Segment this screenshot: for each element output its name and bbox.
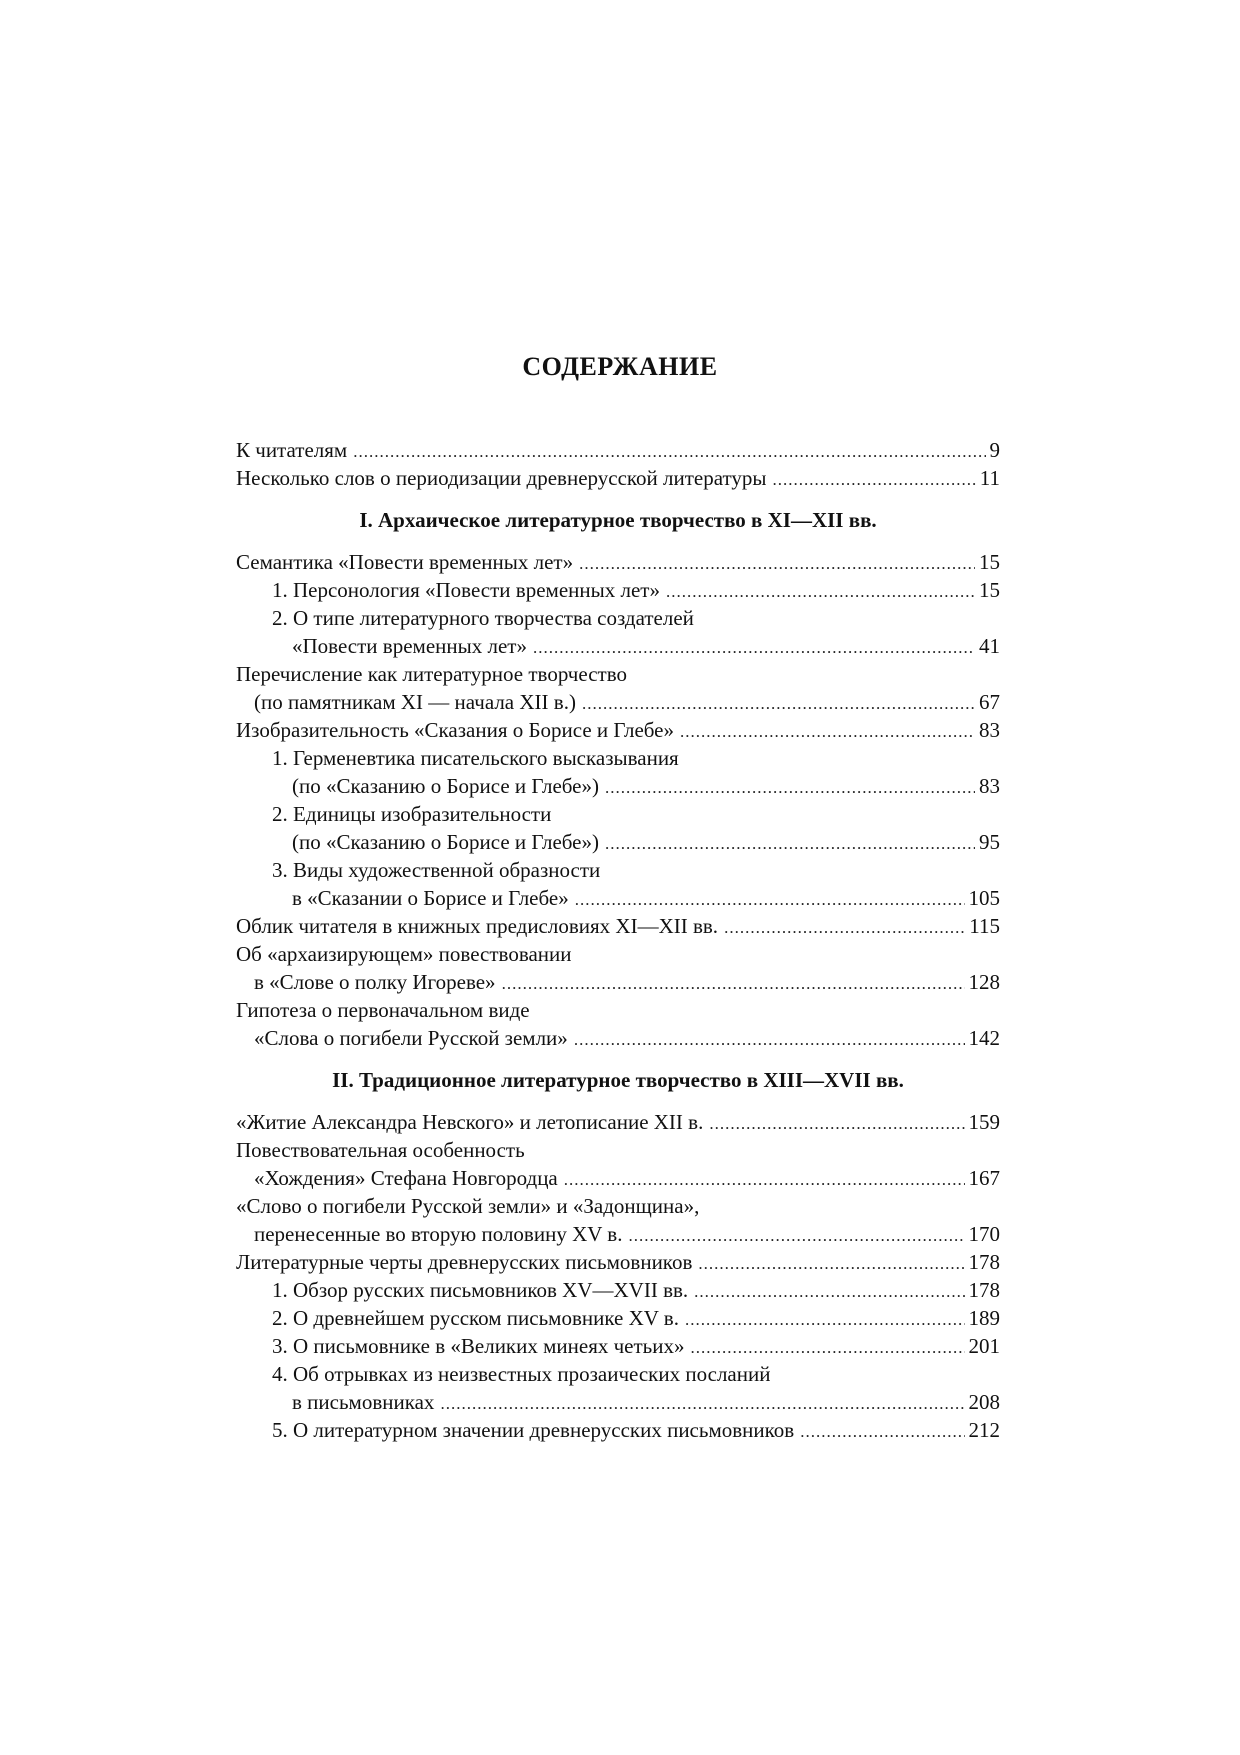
toc-entry-label: «Житие Александра Невского» и летописание XII в. xyxy=(236,1110,704,1134)
toc-entry xyxy=(236,1136,1000,1164)
dot-leader xyxy=(698,1250,964,1278)
toc-entry xyxy=(236,1332,1000,1360)
toc-entry-page: 178 xyxy=(968,1278,1000,1302)
toc-entry xyxy=(236,1248,1000,1276)
toc-entry-page: 9 xyxy=(989,438,1000,462)
dot-leader xyxy=(533,634,975,662)
dot-leader xyxy=(574,1026,965,1054)
toc-entry-label: «Слова о погибели Русской земли» xyxy=(254,1026,568,1050)
toc-entry-page: 67 xyxy=(979,690,1000,714)
dot-leader xyxy=(353,438,985,466)
toc-entry-label: 1. Обзор русских письмовников XV—XVII вв. xyxy=(272,1278,689,1302)
toc-entry xyxy=(236,940,1000,968)
toc-entry-page: 167 xyxy=(968,1166,1000,1190)
dot-leader xyxy=(502,970,965,998)
toc-entry xyxy=(236,576,1000,604)
toc-entry xyxy=(236,464,1000,492)
toc-entry-page: 142 xyxy=(968,1026,1000,1050)
toc-entry xyxy=(236,1388,1000,1416)
dot-leader xyxy=(582,690,975,718)
toc-entry xyxy=(236,1164,1000,1192)
page-title: СОДЕРЖАНИЕ xyxy=(522,352,718,381)
dot-leader xyxy=(694,1278,964,1306)
toc-entry-label: «Слово о погибели Русской земли» и «Задонщина», xyxy=(236,1194,700,1218)
toc-entry-label: Несколько слов о периодизации древнерусской литературы xyxy=(236,466,767,490)
toc-entry-label: в «Слове о полку Игореве» xyxy=(254,970,496,994)
toc-entry-label: 3. Виды художественной образности xyxy=(272,858,601,882)
toc-entry-label: Облик читателя в книжных предисловиях XI—XII вв. xyxy=(236,914,719,938)
toc-entry-label: К читателям xyxy=(236,438,348,462)
toc-entry-label: 4. Об отрывках из неизвестных прозаических посланий xyxy=(272,1362,771,1386)
section-heading: II. Традиционное литературное творчество в XIII—XVII вв. xyxy=(332,1068,904,1092)
toc-entry xyxy=(236,856,1000,884)
toc-entry-label: 5. О литературном значении древнерусских письмовников xyxy=(272,1418,795,1442)
toc-entry-label: (по «Сказанию о Борисе и Глебе») xyxy=(292,830,599,854)
toc-entry-label: в «Сказании о Борисе и Глебе» xyxy=(292,886,569,910)
section-heading: I. Архаическое литературное творчество в XI—XII вв. xyxy=(359,508,877,532)
dot-leader xyxy=(800,1418,964,1446)
table-of-contents xyxy=(236,436,1000,1444)
toc-entry-label: (по памятникам XI — начала XII в.) xyxy=(254,690,576,714)
dot-leader xyxy=(680,718,975,746)
dot-leader xyxy=(685,1306,965,1334)
dot-leader xyxy=(773,466,976,494)
toc-entry xyxy=(236,548,1000,576)
toc-entry-label: Изобразительность «Сказания о Борисе и Глебе» xyxy=(236,718,675,742)
dot-leader xyxy=(691,1334,965,1362)
toc-entry-label: Об «архаизирующем» повествовании xyxy=(236,942,572,966)
toc-entry xyxy=(236,744,1000,772)
toc-entry-label: 2. Единицы изобразительности xyxy=(272,802,552,826)
toc-entry xyxy=(236,1108,1000,1136)
toc-entry xyxy=(236,1304,1000,1332)
toc-entry-page: 212 xyxy=(968,1418,1000,1442)
dot-leader xyxy=(605,774,975,802)
toc-entry-label: «Хождения» Стефана Новгородца xyxy=(254,1166,558,1190)
toc-entry-page: 11 xyxy=(979,466,1000,490)
toc-entry-label: 2. О древнейшем русском письмовнике XV в. xyxy=(272,1306,679,1330)
dot-leader xyxy=(440,1390,964,1418)
toc-entry xyxy=(236,800,1000,828)
toc-entry-label: Гипотеза о первоначальном виде xyxy=(236,998,530,1022)
toc-entry xyxy=(236,1220,1000,1248)
toc-entry-page: 41 xyxy=(979,634,1000,658)
dot-leader xyxy=(564,1166,965,1194)
dot-leader xyxy=(666,578,975,606)
dot-leader xyxy=(605,830,975,858)
toc-entry xyxy=(236,772,1000,800)
toc-entry xyxy=(236,632,1000,660)
toc-entry-label: 3. О письмовнике в «Великих минеях четьих» xyxy=(272,1334,685,1358)
toc-entry-label: «Повести временных лет» xyxy=(292,634,527,658)
toc-entry-page: 178 xyxy=(968,1250,1000,1274)
toc-entry xyxy=(236,828,1000,856)
dot-leader xyxy=(724,914,965,942)
toc-entry-label: перенесенные во вторую половину XV в. xyxy=(254,1222,623,1246)
toc-entry xyxy=(236,660,1000,688)
toc-entry xyxy=(236,436,1000,464)
toc-entry-page: 115 xyxy=(969,914,1000,938)
toc-entry-label: (по «Сказанию о Борисе и Глебе») xyxy=(292,774,599,798)
toc-entry xyxy=(236,968,1000,996)
toc-entry-label: Перечисление как литературное творчество xyxy=(236,662,627,686)
toc-entry-page: 201 xyxy=(968,1334,1000,1358)
toc-entry xyxy=(236,1416,1000,1444)
toc-entry-page: 128 xyxy=(968,970,1000,994)
toc-entry-page: 95 xyxy=(979,830,1000,854)
toc-entry-page: 105 xyxy=(968,886,1000,910)
toc-entry-label: в письмовниках xyxy=(292,1390,435,1414)
toc-entry-label: 1. Герменевтика писательского высказывания xyxy=(272,746,679,770)
toc-entry xyxy=(236,1360,1000,1388)
toc-entry-page: 83 xyxy=(979,774,1000,798)
dot-leader xyxy=(579,550,975,578)
dot-leader xyxy=(628,1222,964,1250)
toc-entry-label: Семантика «Повести временных лет» xyxy=(236,550,574,574)
toc-entry-label: 1. Персонология «Повести временных лет» xyxy=(272,578,660,602)
toc-entry-page: 15 xyxy=(979,578,1000,602)
toc-entry xyxy=(236,912,1000,940)
toc-entry xyxy=(236,1024,1000,1052)
toc-entry xyxy=(236,1276,1000,1304)
toc-entry-label: 2. О типе литературного творчества создателей xyxy=(272,606,694,630)
toc-entry-page: 189 xyxy=(968,1306,1000,1330)
toc-entry xyxy=(236,688,1000,716)
toc-entry xyxy=(236,1192,1000,1220)
toc-entry-label: Литературные черты древнерусских письмовников xyxy=(236,1250,693,1274)
toc-entry xyxy=(236,884,1000,912)
toc-entry-page: 83 xyxy=(979,718,1000,742)
toc-entry xyxy=(236,604,1000,632)
dot-leader xyxy=(709,1110,964,1138)
toc-entry-page: 170 xyxy=(968,1222,1000,1246)
toc-entry xyxy=(236,996,1000,1024)
toc-entry-page: 159 xyxy=(968,1110,1000,1134)
toc-entry xyxy=(236,716,1000,744)
toc-entry-page: 15 xyxy=(979,550,1000,574)
toc-entry-label: Повествовательная особенность xyxy=(236,1138,525,1162)
dot-leader xyxy=(575,886,965,914)
toc-entry-page: 208 xyxy=(968,1390,1000,1414)
